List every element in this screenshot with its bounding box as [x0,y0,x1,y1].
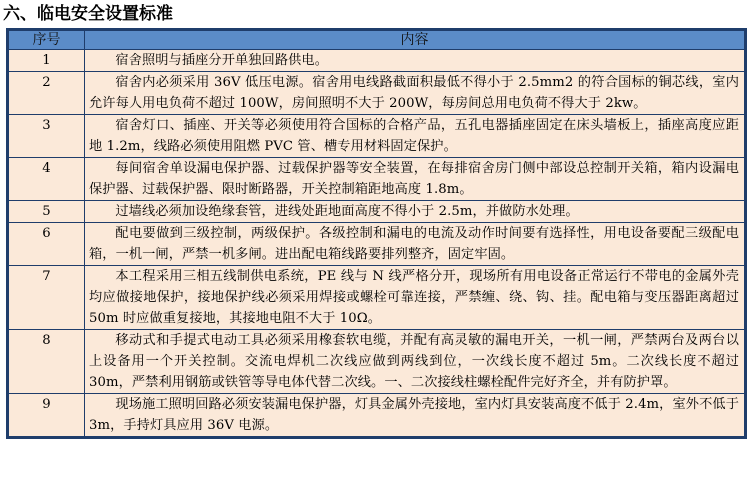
header-number: 序号 [9,31,85,50]
row-content: 宿舍照明与插座分开单独回路供电。 [85,50,745,72]
table-row [9,330,745,394]
row-content: 宿舍内必须采用 36V 低压电源。宿舍用电线路截面积最低不得小于 2.5mm2 的符合国标的铜芯线，室内允许每人用电负荷不超过 100W，房间照明不大于 200W，每房间总用电负荷不得大于 2kw。 [85,72,745,115]
row-number: 6 [9,223,85,266]
row-content: 现场施工照明回路必须安装漏电保护器，灯具金属外壳接地，室内灯具安装高度不低于 2.4m，室外不低于 3m，手持灯具应用 36V 电源。 [85,394,745,437]
row-number: 1 [9,50,85,72]
table-row [9,72,745,115]
header-content: 内容 [85,31,745,50]
table-row [9,266,745,330]
row-number: 8 [9,330,85,394]
table-row [9,223,745,266]
table-row [9,158,745,201]
section-title: 六、临电安全设置标准 [3,4,173,24]
row-content: 过墙线必须加设绝缘套管，进线处距地面高度不得小于 2.5m，并做防水处理。 [85,201,745,223]
row-content: 移动式和手提式电动工具必须采用橡套软电缆，并配有高灵敏的漏电开关，一机一闸，严禁两台及两台以上设备用一个开关控制。交流电焊机二次线应做到两线到位，一次线长度不超过 5m。二次线长度不超过 30m，严禁利用钢筋或铁管等导电体代替二次线。一、二次接线柱螺栓配件完好齐全，并有防护罩。 [85,330,745,394]
row-content: 配电要做到三级控制，两级保护。各级控制和漏电的电流及动作时间要有选择性，用电设备要配三级配电箱，一机一闸，严禁一机多闸。进出配电箱线路要排列整齐，固定牢固。 [85,223,745,266]
table-row [9,394,745,437]
row-number: 7 [9,266,85,330]
row-number: 2 [9,72,85,115]
table-row [9,115,745,158]
table-header-row [9,31,745,50]
safety-standards-table [6,28,747,439]
row-content: 每间宿舍单设漏电保护器、过载保护器等安全装置，在每排宿舍房门侧中部设总控制开关箱，箱内设漏电保护器、过载保护器、限时断路器，开关控制箱距地高度 1.8m。 [85,158,745,201]
table-row [9,50,745,72]
row-number: 5 [9,201,85,223]
row-content: 本工程采用三相五线制供电系统，PE 线与 N 线严格分开，现场所有用电设备正常运行不带电的金属外壳均应做接地保护，接地保护线必须采用焊接或螺栓可靠连接，严禁缠、绕、钩、挂。配电箱与变压器距离超过 50m 时应做重复接地，其接地电阻不大于 10Ω。 [85,266,745,330]
table-row [9,201,745,223]
row-content: 宿舍灯口、插座、开关等必须使用符合国标的合格产品，五孔电器插座固定在床头墙板上，插座高度应距地 1.2m，线路必须使用阻燃 PVC 管、槽专用材料固定保护。 [85,115,745,158]
row-number: 9 [9,394,85,437]
row-number: 3 [9,115,85,158]
row-number: 4 [9,158,85,201]
